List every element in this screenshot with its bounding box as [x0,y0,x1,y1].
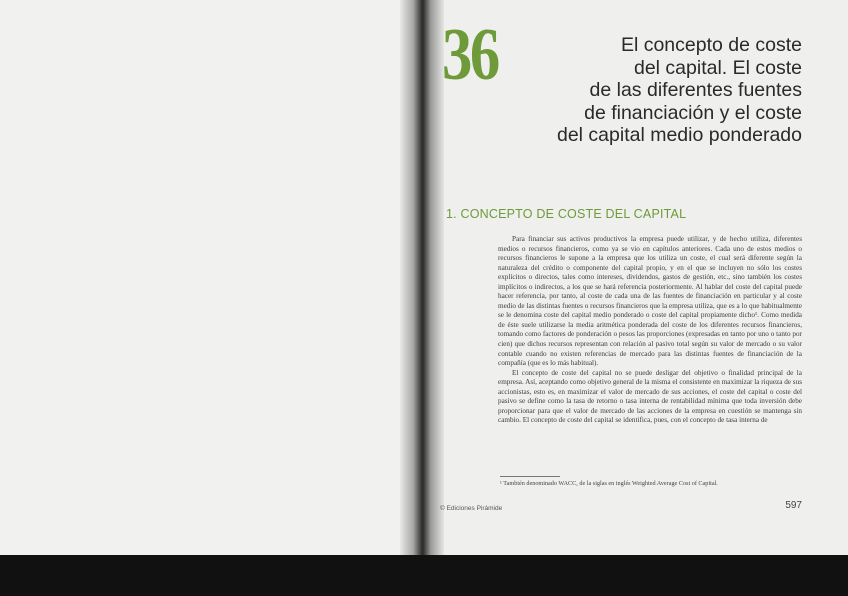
chapter-title-line: del capital medio ponderado [556,124,802,146]
body-paragraph: El concepto de coste del capital no se puede desligar del objetivo o finalidad principal de la empresa. Así, aceptando como objetivo general de la misma el consistente en maximizar la riqueza de sus accionistas, esto es, en maximizar el valor de mercado de sus acciones, el coste del capital o coste del pasivo se define como la tasa de retorno o tasa interna de rentabilidad mínima que toda inversión debe proporcionar para que el valor de mercado de las acciones de la empresa en cuestión se mantenga sin cambio. El concepto de coste del capital se identifica, pues, con el concepto de tasa interna de [498,368,802,425]
chapter-title [482,34,802,147]
footnote: ¹ También denominado WACC, de la siglas en inglés Weighted Average Cost of Capital. [500,480,718,487]
body-text [498,235,802,426]
scanner-background [0,555,848,596]
footnote-divider [500,476,560,477]
left-page-blank [0,0,420,555]
page-number: 597 [785,500,802,511]
chapter-title-line: El concepto de coste [620,34,802,56]
book-gutter [400,0,444,555]
chapter-title-line: de financiación y el coste [584,101,802,124]
chapter-number: 36 [442,14,498,96]
body-paragraph: Para financiar sus activos productivos la empresa puede utilizar, y de hecho utiliza, diferentes medios o recursos financieros, como ya se vio en capítulos anteriores. Cada uno de estos medios o recursos financieros le supone a la empresa que los utiliza un coste, el cual será diferente según la naturaleza del crédito o componente del capital propio, y en el que se incluyen no sólo los costes explícitos o directos, tales como intereses, dividendos, gastos de gestión, etc., sino también los costes implícitos o indirectos, a los que se hará referencia posteriormente. Al hablar del coste del capital puede hacer referencia, por tanto, al coste de cada una de las fuentes de financiación en particular y al coste medio de las distintas fuentes o recursos financieros que la empresa utiliza, que es a lo que habitualmente se le denomina coste del capital medio ponderado o coste del capital propiamente dicho¹. Como medida de éste suele utilizarse la media aritmética ponderada del coste de los diferentes recursos financieros, tomando como factores de ponderación o pesos las proporciones (expresadas en tanto por uno o tanto por cien) que dichos recursos representan con relación al pasivo total según su valor de mercado o su valor contable cuando no existen referencias de mercado para las distintas fuentes de financiación de la compañía (que es lo más habitual). [498,235,802,368]
publisher-credit: © Ediciones Pirámide [440,505,503,512]
section-heading: 1. CONCEPTO DE COSTE DEL CAPITAL [446,207,687,221]
chapter-title-line: de las diferentes fuentes [589,79,802,101]
chapter-title-line: del capital. El coste [633,56,802,79]
